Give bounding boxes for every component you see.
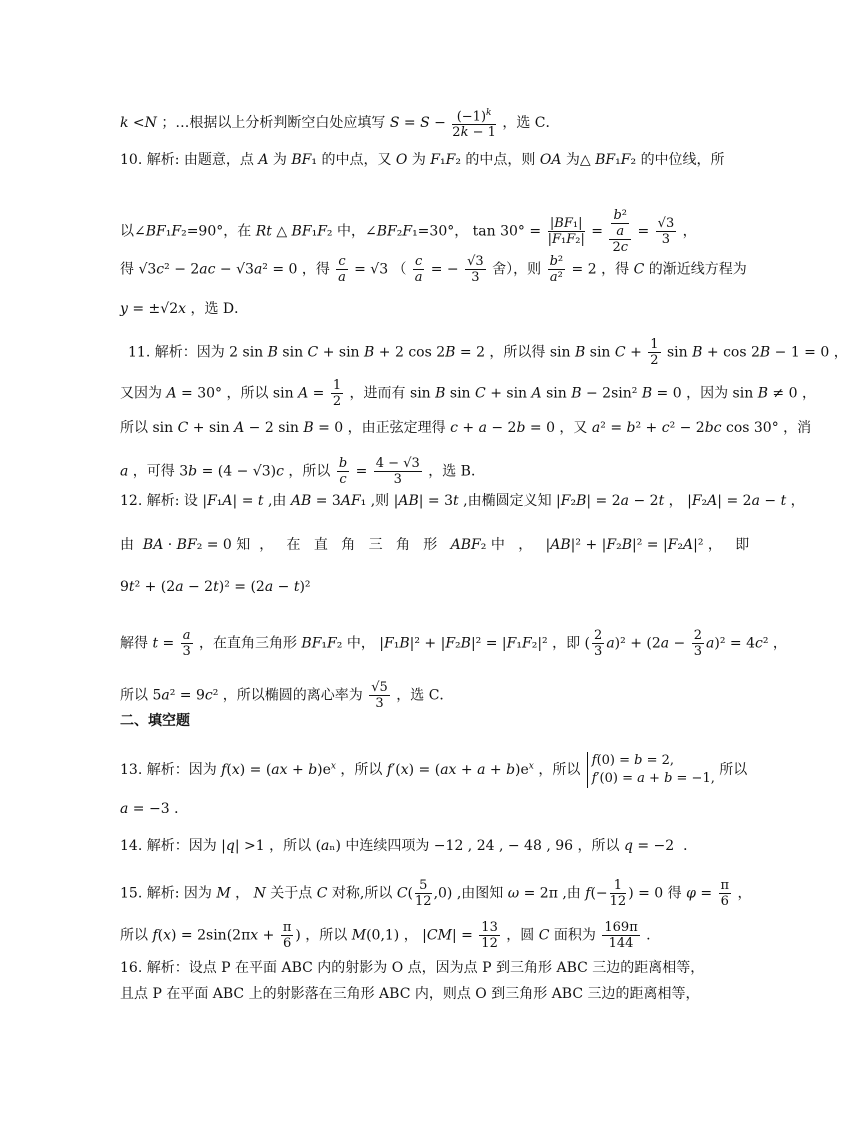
text-line-6: 11. 解析：因为 2 sin B sin C + sin B + 2 cos 2B = 2 ，所以得 sin B sin C + $\frac{1}{2}$ sin B + cos 2B − 1 = 0 ， — [128, 337, 848, 368]
text-line-5: y = ±√2x ，选 D． — [120, 301, 249, 317]
text-line-12: 9t² + (2a − 2t)² = (2a − t)² — [120, 579, 311, 595]
text-line-16: 13. 解析：因为 $f(x) = (ax + b)e^x$ ，所以 $f'(x) = (ax + a + b)e^x$ ，所以 f(0) = b = 2, f′(0) = a + b = −1, 所以 — [120, 753, 748, 786]
text-line-11: 由 BA · BF₂ = 0 知 ， 在 直 角 三 角 形 ABF₂ 中 ， |AB|² + |F₂B|² = |F₂A|² ， 即 — [120, 537, 750, 553]
text-line-3: 以∠BF₁F₂=90°，在 Rt △ BF₁F₂ 中，∠BF₂F₁=30°， tan 30° = $\frac{\text{|BF₁|}}{\text{|F₁F₂|}}$ = b² a 2c = $\frac{√3}{3}$ ， — [120, 208, 697, 255]
text-line-14: 所以 5a² = 9c² ，所以椭圆的离心率为 $\frac{√5}{3}$ ，选 C． — [120, 680, 454, 711]
text-line-13: 解得 t = $\frac{a}{3}$ ，在直角三角形 BF₁F₂ 中， |F₁B|² + |F₂B|² = |F₁F₂|² ，即 ( $\frac{2}{3}$ a)² + (2a − $\frac{2}{3}$ a)² = 4c² ， — [120, 628, 787, 659]
text-line-4: 得 √3c² − 2ac − √3a² = 0 ，得 $\frac{c}{a}$ = √3 （ $\frac{c}{a}$ = − $\frac{√3}{3}$ 舍），则 $\frac{\text{b²}}{\text{a²}}$ = 2 ，得 C 的渐近线方程为 — [120, 254, 747, 285]
text-line-9: a ，可得 3b = (4 − √3)c ，所以 $\frac{b}{c}$ = $\frac{4 - √3}{3}$ ，选 B． — [120, 456, 485, 487]
text-line-17: a = −3 ． — [120, 801, 189, 817]
text-line-8: 所以 sin C + sin A − 2 sin B = 0 ，由正弦定理得 c + a − 2b = 0 ，又 a² = b² + c² − 2bc cos 30° ，消 — [120, 420, 812, 436]
text-line-2: 10. 解析: 由题意，点 A 为 BF₁ 的中点，又 O 为 F₁F₂ 的中点，则 OA 为△ BF₁F₂ 的中位线，所 — [120, 152, 725, 168]
text-line-19: 15. 解析: 因为 M ， N 关于点 C 对称,所以 C( $\frac{5}{12}$ ,0) ,由图知 ω = 2π ,由 f(− $\frac{1}{12}$ ) = 0 得 φ = $\frac{\pi}{6}$ ， — [120, 878, 752, 909]
text-line-20: 所以 f(x) = 2sin(2πx + $\frac{\pi}{6}$ ) ，所以 M(0,1) ， |CM| = $\frac{13}{12}$ ，圆 C 面积为 $\frac{169\pi}{144}$ . — [120, 920, 651, 951]
text-line-18: 14. 解析：因为 |q| >1 ，所以 (aₙ) 中连续四项为 −12 , 24 , − 48 , 96 ，所以 q = −2 ． — [120, 838, 698, 854]
text-line-1: k <N ；…根据以上分析判断空白处应填写 S = S − $\frac{(-1)^k}{2k - 1}$ ，选 C． — [120, 108, 560, 141]
text-line-7: 又因为 A = 30° ，所以 sin A = $\frac{1}{2}$ ，进而有 sin B sin C + sin A sin B − 2sin² B = 0 ，因为 sin B ≠ 0 ， — [120, 378, 816, 409]
text-line-22: 且点 P 在平面 ABC 上的射影落在三角形 ABC 内，则点 O 到三角形 ABC 三边的距离相等， — [120, 986, 700, 1002]
section-heading: 二、填空题 — [120, 713, 190, 729]
text-line-21: 16. 解析：设点 P 在平面 ABC 内的射影为 O 点，因为点 P 到三角形 ABC 三边的距离相等， — [120, 960, 705, 976]
text-line-10: 12. 解析: 设 |F₁A| = t ,由 AB = 3AF₁ ,则 |AB| = 3t ,由椭圆定义知 |F₂B| = 2a − 2t ， |F₂A| = 2a − t ， — [120, 493, 805, 509]
